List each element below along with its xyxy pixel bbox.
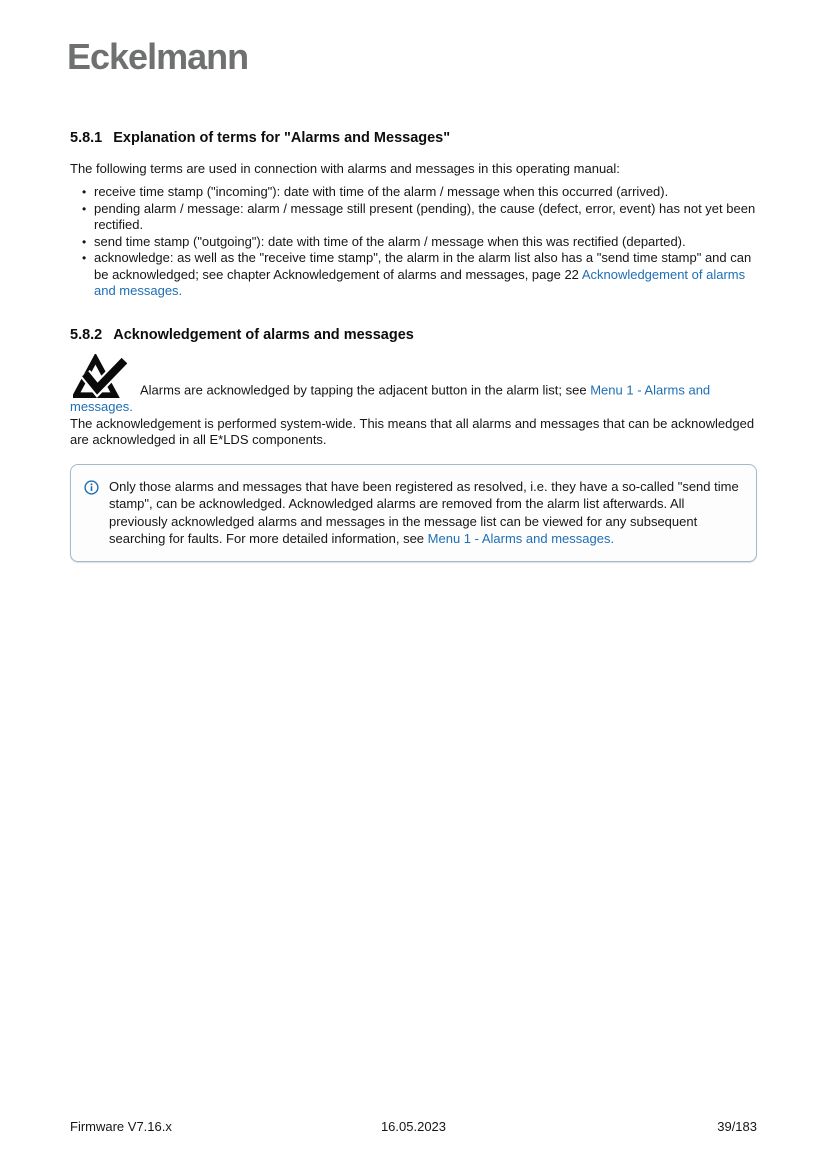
bullet-text: pending alarm / message: alarm / message still present (pending), the cause (defect, error, event) has not yet been rectified.: [94, 200, 756, 232]
list-item: [82, 184, 757, 201]
footer-firmware-version: Firmware V7.16.x: [70, 1119, 172, 1134]
list-item: [82, 234, 757, 251]
info-note-box: [70, 464, 757, 562]
section-heading-582: [70, 327, 757, 344]
terms-list: [70, 184, 757, 300]
bullet-text: receive time stamp ("incoming"): date with time of the alarm / message when this occurred (arrived).: [94, 184, 669, 199]
section-title: Explanation of terms for "Alarms and Messages": [113, 130, 451, 146]
section-heading-581: [70, 130, 757, 147]
footer-page-number: 39/183: [717, 1119, 757, 1134]
section-title: Acknowledgement of alarms and messages: [113, 326, 414, 343]
page-footer: [70, 1119, 757, 1134]
section-number: 5.8.2: [70, 326, 103, 343]
info-text-body: Only those alarms and messages that have been registered as resolved, i.e. they have a so-called "send time stamp", can be acknowledged. Acknowledged alarms are removed from the alarm list afterwards. All previously acknowledged alarms and messages in the message list can be viewed for any subsequent searching for faults. For more detailed information, see: [109, 478, 739, 546]
intro-paragraph: The following terms are used in connection with alarms and messages in this operating manual:: [70, 160, 620, 176]
link-menu1-alarms-infobox[interactable]: Menu 1 - Alarms and messages.: [427, 531, 615, 546]
acknowledge-paragraph: [70, 354, 757, 416]
section-number: 5.8.1: [70, 130, 103, 146]
acknowledge-alarm-icon: [73, 354, 131, 399]
link-acknowledgement-chapter[interactable]: Acknowledgement of alarms and messages.: [94, 266, 746, 298]
bullet-text: acknowledge: as well as the "receive time stamp", the alarm in the alarm list also has a "send time stamp" and can be acknowledged; see chapter Acknowledgement of alarms and messages, page 22: [94, 250, 752, 282]
systemwide-paragraph: The acknowledgement is performed system-wide. This means that all alarms and messages that can be acknowledged are acknowledged in all E*LDS components.: [70, 415, 755, 447]
bullet-text: send time stamp ("outgoing"): date with time of the alarm / message when this was rectified (departed).: [94, 233, 686, 249]
info-note-text: [109, 478, 740, 548]
link-menu1-alarms[interactable]: Menu 1 - Alarms and messages.: [70, 382, 711, 414]
eckelmann-logo: Eckelmann: [67, 36, 249, 77]
page-content: [70, 130, 757, 562]
list-item: [82, 201, 757, 234]
footer-date: 16.05.2023: [380, 1119, 447, 1134]
list-item: [82, 250, 757, 300]
info-icon: [84, 480, 99, 495]
acknowledge-text: Alarms are acknowledged by tapping the adjacent button in the alarm list; see: [140, 382, 591, 398]
